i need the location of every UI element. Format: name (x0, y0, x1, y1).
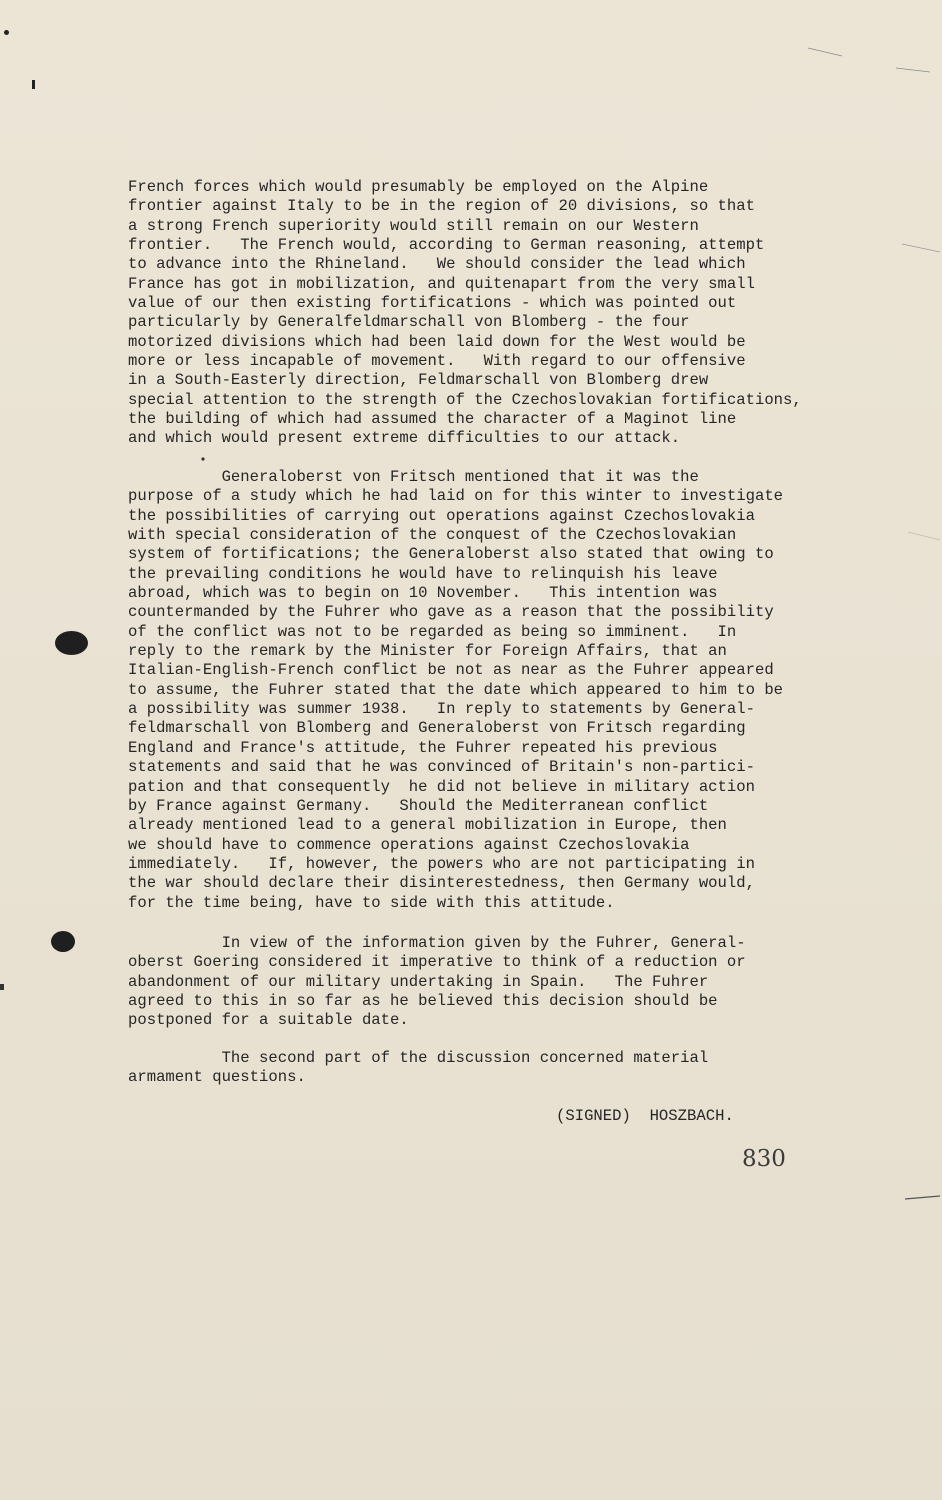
text-line: French forces which would presumably be employed on the Alpine (128, 178, 709, 196)
handwritten-page-number: 830 (742, 1146, 786, 1172)
text-line: particularly by Generalfeldmarschall von Blomberg - the four (128, 313, 690, 332)
text-line: special attention to the strength of the Czechoslovakian fortifications, (128, 390, 802, 409)
text-line: to advance into the Rhineland. We should consider the lead which (128, 255, 746, 274)
text-line: already mentioned lead to a general mobilization in Europe, then (128, 816, 727, 835)
text-line: a possibility was summer 1938. In reply to statements by General- (128, 700, 755, 719)
text-line: postponed for a suitable date. (128, 1011, 409, 1030)
text-line: agreed to this in so far as he believed this decision should be (128, 992, 718, 1011)
text-line: with special consideration of the conquest of the Czechoslovakian (128, 526, 737, 545)
text-line: system of fortifications; the Generaloberst also stated that owing to (128, 545, 774, 564)
paragraph-french-forces (128, 178, 828, 449)
text-line: and which would present extreme difficulties to our attack. (128, 429, 681, 448)
text-line: the building of which had assumed the character of a Maginot line (128, 410, 737, 429)
paragraph-armament-questions (128, 1049, 828, 1088)
text-line: purpose of a study which he had laid on for this winter to investigate (128, 487, 784, 506)
text-line: armament questions. (128, 1068, 306, 1087)
text-line: to assume, the Fuhrer stated that the date which appeared to him to be (128, 680, 784, 699)
text-line: pation and that consequently he did not believe in military action (128, 777, 755, 796)
text-line: the prevailing conditions he would have to relinquish his leave (128, 564, 718, 583)
text-line: we should have to commence operations against Czechoslovakia (128, 835, 690, 854)
text-line: the possibilities of carrying out operations against Czechoslovakia (128, 506, 755, 525)
text-line: abandonment of our military undertaking in Spain. The Fuhrer (128, 972, 709, 991)
text-line: of the conflict was not to be regarded as being so imminent. In (128, 622, 737, 641)
paragraph-goering-spain (128, 934, 828, 1031)
text-line: frontier against Italy to be in the region of 20 divisions, so that (128, 197, 755, 216)
text-line: oberst Goering considered it imperative to think of a reduction or (128, 953, 746, 972)
paragraph-generaloberst-fritsch (128, 468, 828, 913)
text-line: frontier. The French would, according to German reasoning, attempt (128, 236, 765, 255)
text-line: for the time being, have to side with this attitude. (128, 893, 615, 912)
text-line: immediately. If, however, the powers who are not participating in (128, 854, 755, 873)
signature-line: (SIGNED) HOSZBACH. (556, 1107, 734, 1125)
text-line: Italian-English-French conflict be not as near as the Fuhrer appeared (128, 661, 774, 680)
text-line: more or less incapable of movement. With regard to our offensive (128, 352, 746, 371)
text-line: by France against Germany. Should the Mediterranean conflict (128, 796, 709, 815)
text-line: feldmarschall von Blomberg and Generaloberst von Fritsch regarding (128, 719, 746, 738)
text-line: abroad, which was to begin on 10 November. This intention was (128, 584, 718, 603)
text-line: reply to the remark by the Minister for Foreign Affairs, that an (128, 642, 727, 661)
text-line: In view of the information given by the Fuhrer, General- (128, 934, 746, 952)
text-line: in a South-Easterly direction, Feldmarschall von Blomberg drew (128, 371, 709, 390)
text-line: value of our then existing fortifications - which was pointed out (128, 294, 737, 313)
text-line: The second part of the discussion concerned material (128, 1049, 709, 1067)
text-line: the war should declare their disinterestedness, then Germany would, (128, 874, 755, 893)
text-line: Generaloberst von Fritsch mentioned that it was the (128, 468, 699, 486)
text-line: France has got in mobilization, and quitenapart from the very small (128, 274, 755, 293)
text-line: statements and said that he was convinced of Britain's non-partici- (128, 758, 755, 777)
text-line: motorized divisions which had been laid down for the West would be (128, 332, 746, 351)
text-line: countermanded by the Fuhrer who gave as a reason that the possibility (128, 603, 774, 622)
text-line: a strong French superiority would still remain on our Western (128, 216, 699, 235)
text-line: England and France's attitude, the Fuhrer repeated his previous (128, 738, 718, 757)
